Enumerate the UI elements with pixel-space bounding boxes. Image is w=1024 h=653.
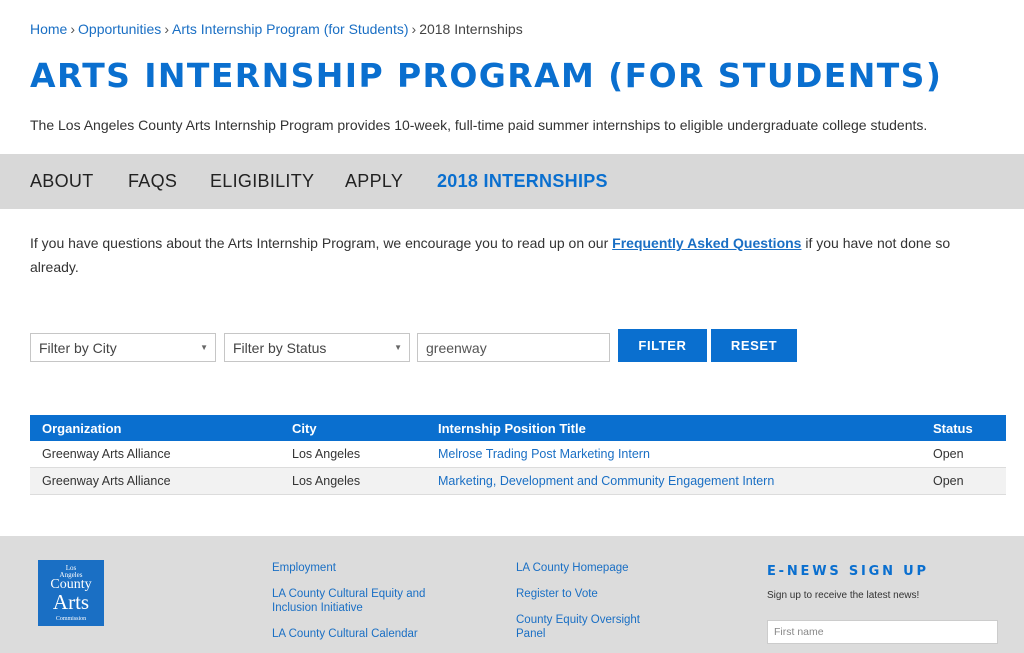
breadcrumb-home[interactable]: Home bbox=[30, 21, 68, 37]
enews-title: E-NEWS SIGN UP bbox=[767, 564, 929, 579]
breadcrumb-opportunities[interactable]: Opportunities bbox=[78, 21, 162, 37]
faq-note-before: If you have questions about the Arts Internship Program, we encourage you to read up on our bbox=[30, 235, 613, 251]
city-filter-value: Filter by City bbox=[39, 340, 117, 356]
reset-button[interactable]: RESET bbox=[711, 329, 797, 362]
header-city[interactable]: City bbox=[292, 421, 317, 436]
cell-organization: Greenway Arts Alliance bbox=[42, 474, 171, 488]
section-tab-bar bbox=[0, 154, 1024, 209]
breadcrumb-separator: › bbox=[411, 21, 417, 37]
cell-city: Los Angeles bbox=[292, 447, 361, 461]
footer-link-employment[interactable]: Employment bbox=[272, 562, 336, 574]
tab-2018-internships[interactable]: 2018 INTERNSHIPS bbox=[437, 171, 608, 191]
faq-note bbox=[30, 231, 990, 279]
logo-line: Los bbox=[65, 564, 77, 572]
tab-about[interactable]: ABOUT bbox=[30, 171, 94, 191]
footer-link-cultural-equity[interactable]: LA County Cultural Equity and Inclusion Initiative bbox=[272, 588, 426, 614]
faq-link[interactable]: Frequently Asked Questions bbox=[612, 235, 802, 251]
cell-position-link[interactable]: Melrose Trading Post Marketing Intern bbox=[438, 447, 650, 461]
cell-position-link[interactable]: Marketing, Development and Community Engagement Intern bbox=[438, 474, 775, 488]
filter-button[interactable]: FILTER bbox=[618, 329, 707, 362]
cell-city: Los Angeles bbox=[292, 474, 361, 488]
cell-status: Open bbox=[933, 474, 964, 488]
tab-eligibility[interactable]: ELIGIBILITY bbox=[210, 171, 315, 191]
logo-line: Arts bbox=[52, 590, 90, 614]
enews-subtitle: Sign up to receive the latest news! bbox=[767, 590, 920, 601]
arts-commission-logo[interactable] bbox=[38, 560, 104, 626]
table-row bbox=[30, 441, 1006, 468]
breadcrumb-program[interactable]: Arts Internship Program (for Students) bbox=[171, 21, 409, 37]
logo-line: Commission bbox=[55, 616, 87, 622]
breadcrumb-separator: › bbox=[164, 21, 169, 37]
breadcrumb-separator: › bbox=[70, 21, 76, 37]
city-filter-select[interactable] bbox=[30, 333, 216, 362]
footer-link-county-homepage[interactable]: LA County Homepage bbox=[516, 562, 629, 574]
intro-text: The Los Angeles County Arts Internship Program provides 10-week, full-time paid summer internships to eligible undergraduate college students. bbox=[30, 117, 928, 133]
header-status[interactable]: Status bbox=[933, 421, 973, 436]
footer-link-equity-oversight[interactable]: County Equity Oversight Panel bbox=[516, 614, 641, 640]
cell-organization: Greenway Arts Alliance bbox=[42, 447, 171, 461]
first-name-input[interactable]: First name bbox=[767, 620, 998, 644]
caret-down-icon: ▼ bbox=[200, 343, 208, 352]
table-row bbox=[30, 468, 1006, 495]
logo-line: County bbox=[50, 577, 92, 592]
table-header bbox=[30, 415, 1006, 441]
breadcrumb-current: 2018 Internships bbox=[419, 21, 523, 37]
internships-table bbox=[30, 415, 1006, 495]
header-organization[interactable]: Organization bbox=[42, 421, 122, 436]
footer-link-cultural-calendar[interactable]: LA County Cultural Calendar bbox=[272, 628, 418, 640]
tab-apply[interactable]: APPLY bbox=[345, 171, 404, 191]
faq-note-after: if you have not done so already. bbox=[30, 235, 951, 275]
search-input[interactable]: greenway bbox=[417, 333, 610, 362]
status-filter-select[interactable] bbox=[224, 333, 410, 362]
header-position-title[interactable]: Internship Position Title bbox=[438, 421, 586, 436]
page-title: ARTS INTERNSHIP PROGRAM (FOR STUDENTS) bbox=[30, 56, 943, 95]
tab-faqs[interactable]: FAQS bbox=[128, 171, 178, 191]
cell-status: Open bbox=[933, 447, 964, 461]
logo-line: Angeles bbox=[59, 571, 83, 579]
breadcrumb bbox=[30, 21, 523, 37]
caret-down-icon: ▼ bbox=[394, 343, 402, 352]
status-filter-value: Filter by Status bbox=[233, 340, 327, 356]
footer-link-register-vote[interactable]: Register to Vote bbox=[516, 588, 598, 600]
